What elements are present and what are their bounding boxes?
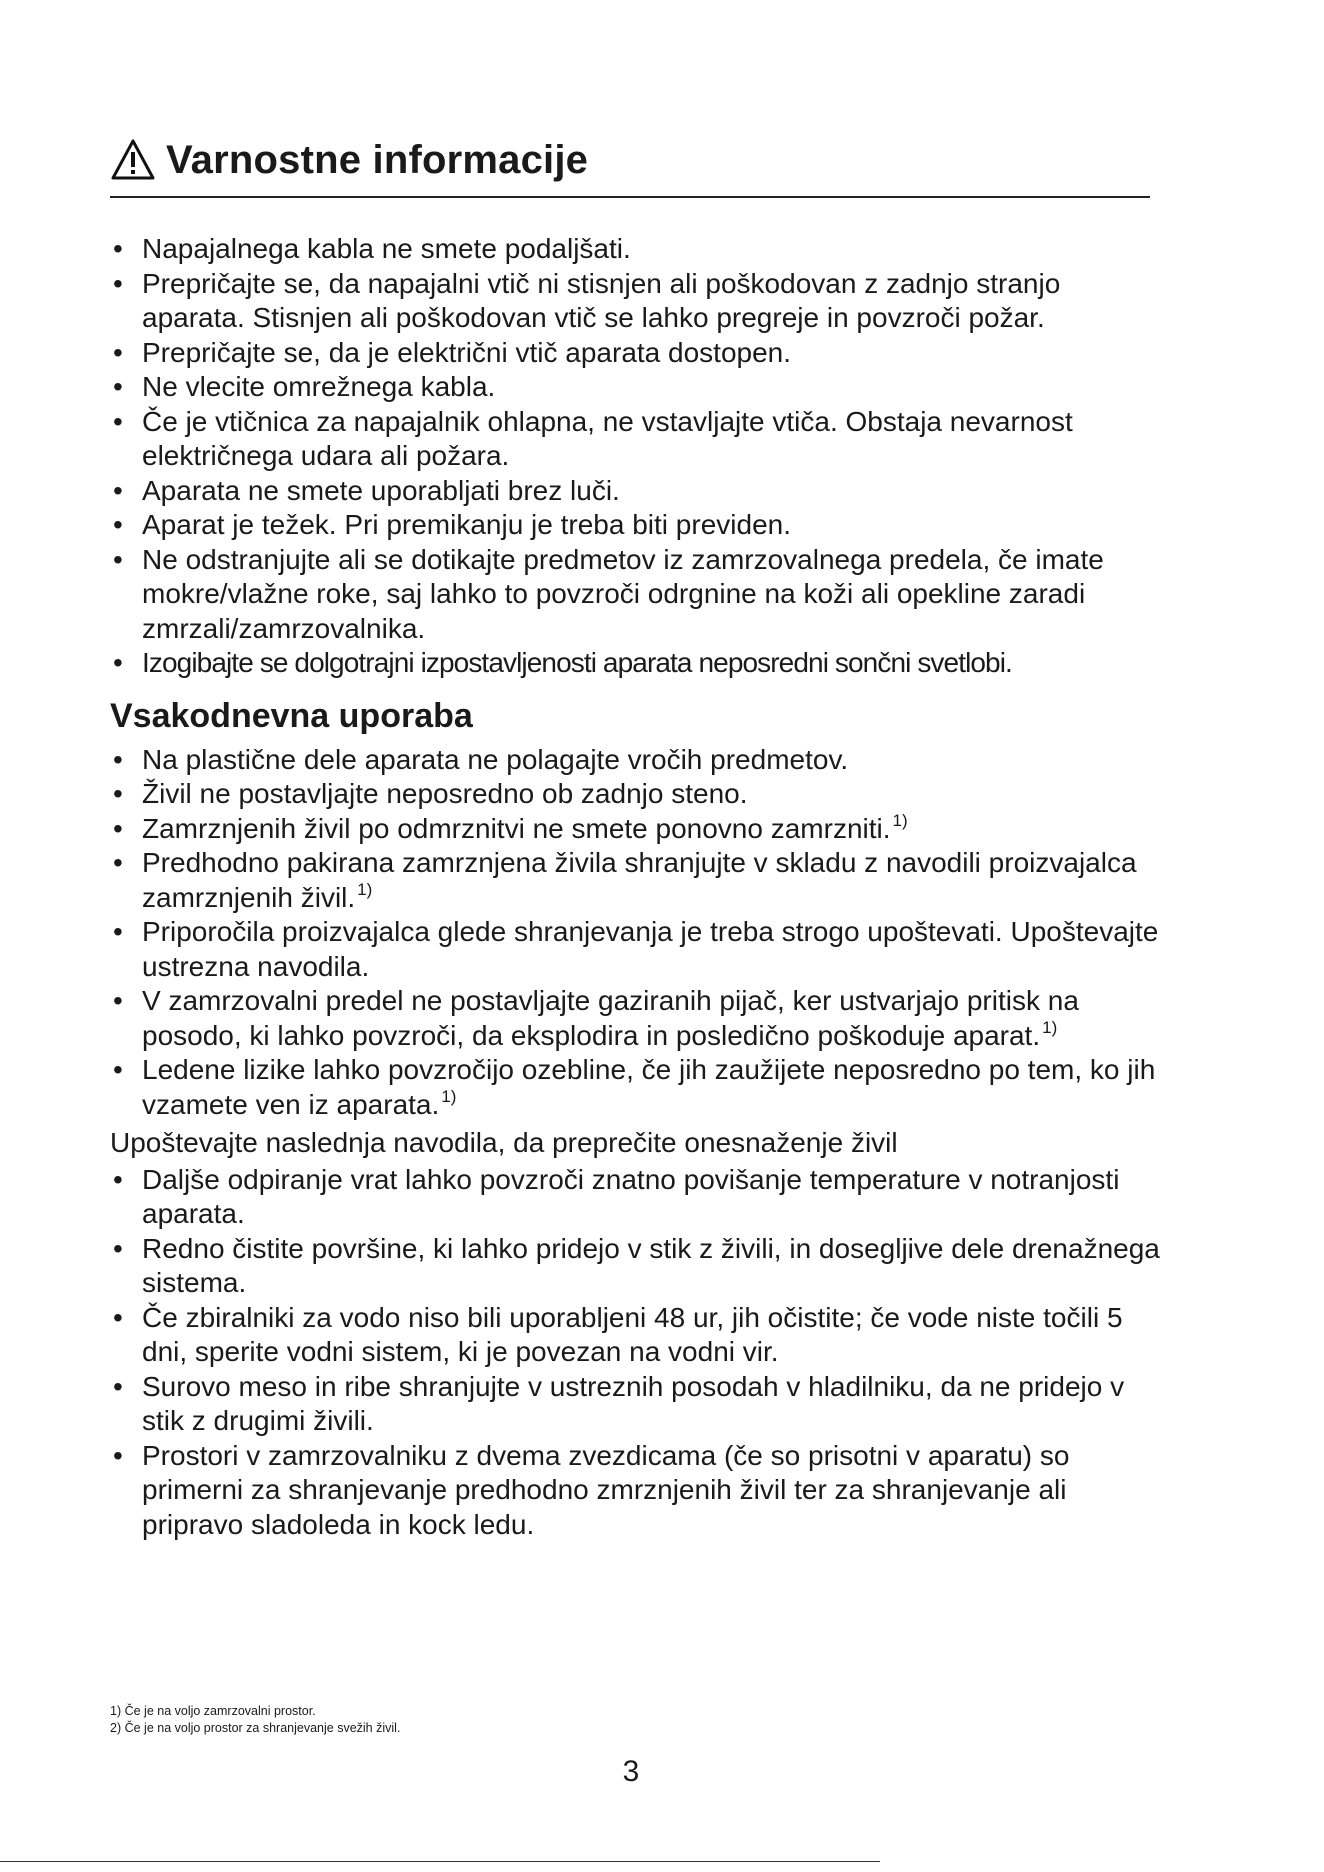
list-item xyxy=(110,1053,1160,1122)
item-text: Če zbiralniki za vodo niso bili uporabljeni 48 ur, jih očistite; če vode niste točili 5 dni, sperite vodni sistem, ki je povezan na vodni vir. xyxy=(142,1301,1123,1367)
contamination-list xyxy=(110,1163,1160,1543)
bullet: • xyxy=(113,1232,123,1264)
list-item xyxy=(110,777,1160,812)
content xyxy=(110,232,1160,1542)
item-text: Ne odstranjujte ali se dotikajte predmetov iz zamrzovalnega predela, če imate mokre/vlažne roke, saj lahko to povzroči odrgnine na koži ali opekline zaradi zmrzali/zamrzovalnika. xyxy=(142,543,1104,644)
list-item xyxy=(110,474,1160,509)
item-text: V zamrzovalni predel ne postavljajte gaziranih pijač, ker ustvarjajo pritisk na posodo, ki lahko povzroči, da eksplodira in posledično poškoduje aparat. xyxy=(142,985,1079,1051)
list-item xyxy=(110,1163,1160,1232)
bullet: • xyxy=(113,743,123,775)
daily-use-list xyxy=(110,743,1160,1123)
list-item xyxy=(110,646,1160,681)
footnote: 1) Če je na voljo zamrzovalni prostor. xyxy=(110,1704,316,1718)
page-title: Varnostne informacije xyxy=(166,137,589,182)
item-text: Ne vlecite omrežnega kabla. xyxy=(142,371,496,402)
item-text: Surovo meso in ribe shranjujte v ustreznih posodah v hladilniku, da ne pridejo v stik z drugimi živili. xyxy=(142,1370,1125,1436)
bullet: • xyxy=(113,812,123,844)
list-item xyxy=(110,1232,1160,1301)
list-item xyxy=(110,812,1160,847)
item-text: Priporočila proizvajalca glede shranjevanja je treba strogo upoštevati. Upoštevajte ustrezna navodila. xyxy=(142,916,1159,982)
list-item xyxy=(110,405,1160,474)
bullet: • xyxy=(113,543,123,575)
footnote-ref: 1) xyxy=(441,1086,457,1106)
bullet: • xyxy=(113,647,122,678)
bullet: • xyxy=(113,1163,123,1195)
bullet: • xyxy=(113,509,123,540)
item-text: Prepričajte se, da je električni vtič aparata dostopen. xyxy=(142,336,792,368)
bullet: • xyxy=(113,267,123,299)
contamination-intro: Upoštevajte naslednja navodila, da preprečite onesnaženje živil xyxy=(110,1127,898,1158)
bullet: • xyxy=(113,1301,123,1333)
bullet: • xyxy=(113,985,123,1016)
item-text: Na plastične dele aparata ne polagajte vročih predmetov. xyxy=(142,743,849,775)
safety-list xyxy=(110,232,1160,681)
footnote-ref: 1) xyxy=(1042,1017,1058,1037)
item-text: Napajalnega kabla ne smete podaljšati. xyxy=(142,233,631,264)
title-divider xyxy=(110,196,1150,198)
bullet: • xyxy=(113,1439,123,1471)
bullet: • xyxy=(113,778,123,809)
item-text: Prostori v zamrzovalniku z dvema zvezdicama (če so prisotni v aparatu) so primerni za shranjevanje predhodno zmrznjenih živil ter za shranjevanje ali pripravo sladoleda in kock ledu. xyxy=(142,1439,1070,1540)
page-number: 3 xyxy=(622,1755,640,1788)
bottom-divider xyxy=(0,1861,880,1862)
warning-triangle-icon xyxy=(110,138,156,182)
list-item xyxy=(110,846,1160,915)
footnotes xyxy=(110,1703,400,1737)
list-item xyxy=(110,508,1160,543)
list-item xyxy=(110,1439,1160,1543)
bullet: • xyxy=(113,371,123,402)
item-text: Če je vtičnica za napajalnik ohlapna, ne vstavljajte vtiča. Obstaja nevarnost električnega udara ali požara. xyxy=(142,405,1073,471)
list-item xyxy=(110,543,1160,647)
bullet: • xyxy=(113,1054,123,1085)
item-text: Redno čistite površine, ki lahko pridejo v stik z živili, in dosegljive dele drenažnega sistema. xyxy=(142,1232,1160,1298)
list-item xyxy=(110,370,1160,405)
list-item xyxy=(110,1301,1160,1370)
bullet: • xyxy=(113,1370,123,1402)
item-text: Izogibajte se dolgotrajni izpostavljenosti aparata neposredni sončni svetlobi. xyxy=(142,647,1012,678)
item-text: Aparata ne smete uporabljati brez luči. xyxy=(142,474,620,506)
list-item xyxy=(110,336,1160,371)
item-text: Aparat je težek. Pri premikanju je treba biti previden. xyxy=(142,509,791,540)
bullet: • xyxy=(113,233,123,264)
bullet: • xyxy=(113,336,123,368)
bullet: • xyxy=(113,916,123,947)
item-text: Prepričajte se, da napajalni vtič ni stisnjen ali poškodovan z zadnjo stranjo aparata. Stisnjen ali poškodovan vtič se lahko pregreje in povzroči požar. xyxy=(142,267,1061,333)
list-item xyxy=(110,915,1160,984)
section-header xyxy=(110,130,1150,190)
item-text: Ledene lizike lahko povzročijo ozebline, če jih zaužijete neposredno po tem, ko jih vzamete ven iz aparata. xyxy=(142,1054,1156,1120)
item-text: Živil ne postavljajte neposredno ob zadnjo steno. xyxy=(142,778,748,809)
footnote-ref: 1) xyxy=(892,810,908,830)
bullet: • xyxy=(113,405,123,437)
list-item xyxy=(110,232,1160,267)
list-item xyxy=(110,743,1160,778)
list-item xyxy=(110,984,1160,1053)
list-item xyxy=(110,267,1160,336)
item-text: Daljše odpiranje vrat lahko povzroči znatno povišanje temperature v notranjosti aparata. xyxy=(142,1163,1120,1229)
footnote-ref: 1) xyxy=(357,879,373,899)
item-text: Zamrznjenih živil po odmrznitvi ne smete ponovno zamrzniti. xyxy=(142,812,891,844)
item-text: Predhodno pakirana zamrznjena živila shranjujte v skladu z navodili proizvajalca zamrznjenih živil. xyxy=(142,847,1137,913)
bullet: • xyxy=(113,847,123,878)
list-item xyxy=(110,1370,1160,1439)
daily-use-heading: Vsakodnevna uporaba xyxy=(110,696,473,735)
bullet: • xyxy=(113,474,123,506)
footnote: 2) Če je na voljo prostor za shranjevanje svežih živil. xyxy=(110,1721,401,1735)
